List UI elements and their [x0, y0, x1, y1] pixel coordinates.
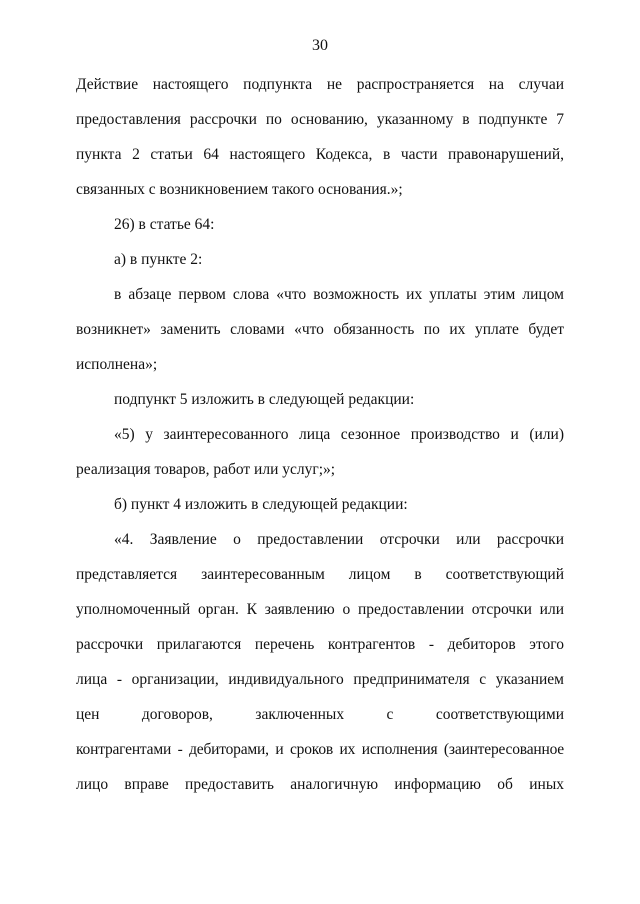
- text-line: «4. Заявление о предоставлении отсрочки или рассрочки: [114, 531, 564, 548]
- text-line: возникнет» заменить словами «что обязанность по их уплате будет: [76, 321, 564, 338]
- text-line: лицо вправе предоставить аналогичную информацию об иных: [76, 776, 564, 793]
- text-line: уполномоченный орган. К заявлению о предоставлении отсрочки или: [76, 601, 564, 618]
- text-line: 26) в статье 64:: [114, 216, 215, 233]
- text-line: б) пункт 4 изложить в следующей редакции:: [114, 496, 408, 513]
- page-number: 30: [312, 37, 328, 54]
- text-line: пункта 2 статьи 64 настоящего Кодекса, в части правонарушений,: [76, 146, 564, 163]
- text-line: представляется заинтересованным лицом в соответствующий: [76, 566, 564, 583]
- text-line: рассрочки прилагаются перечень контрагентов - дебиторов этого: [76, 636, 564, 653]
- text-line: контрагентами - дебиторами, и сроков их исполнения (заинтересованное: [76, 741, 564, 758]
- text-line: в абзаце первом слова «что возможность их уплаты этим лицом: [114, 286, 564, 303]
- text-line: предоставления рассрочки по основанию, указанному в подпункте 7: [76, 111, 564, 128]
- text-line: Действие настоящего подпункта не распространяется на случаи: [76, 76, 564, 93]
- text-line: реализация товаров, работ или услуг;»;: [76, 461, 336, 478]
- text-line: цен договоров, заключенных с соответствующими: [76, 706, 564, 723]
- text-line: «5) у заинтересованного лица сезонное производство и (или): [114, 426, 564, 443]
- text-line: лица - организации, индивидуального предпринимателя с указанием: [76, 671, 564, 688]
- text-line: исполнена»;: [76, 356, 158, 373]
- text-line: а) в пункте 2:: [114, 251, 203, 268]
- text-line: подпункт 5 изложить в следующей редакции:: [114, 391, 415, 408]
- text-line: связанных с возникновением такого основания.»;: [76, 181, 403, 198]
